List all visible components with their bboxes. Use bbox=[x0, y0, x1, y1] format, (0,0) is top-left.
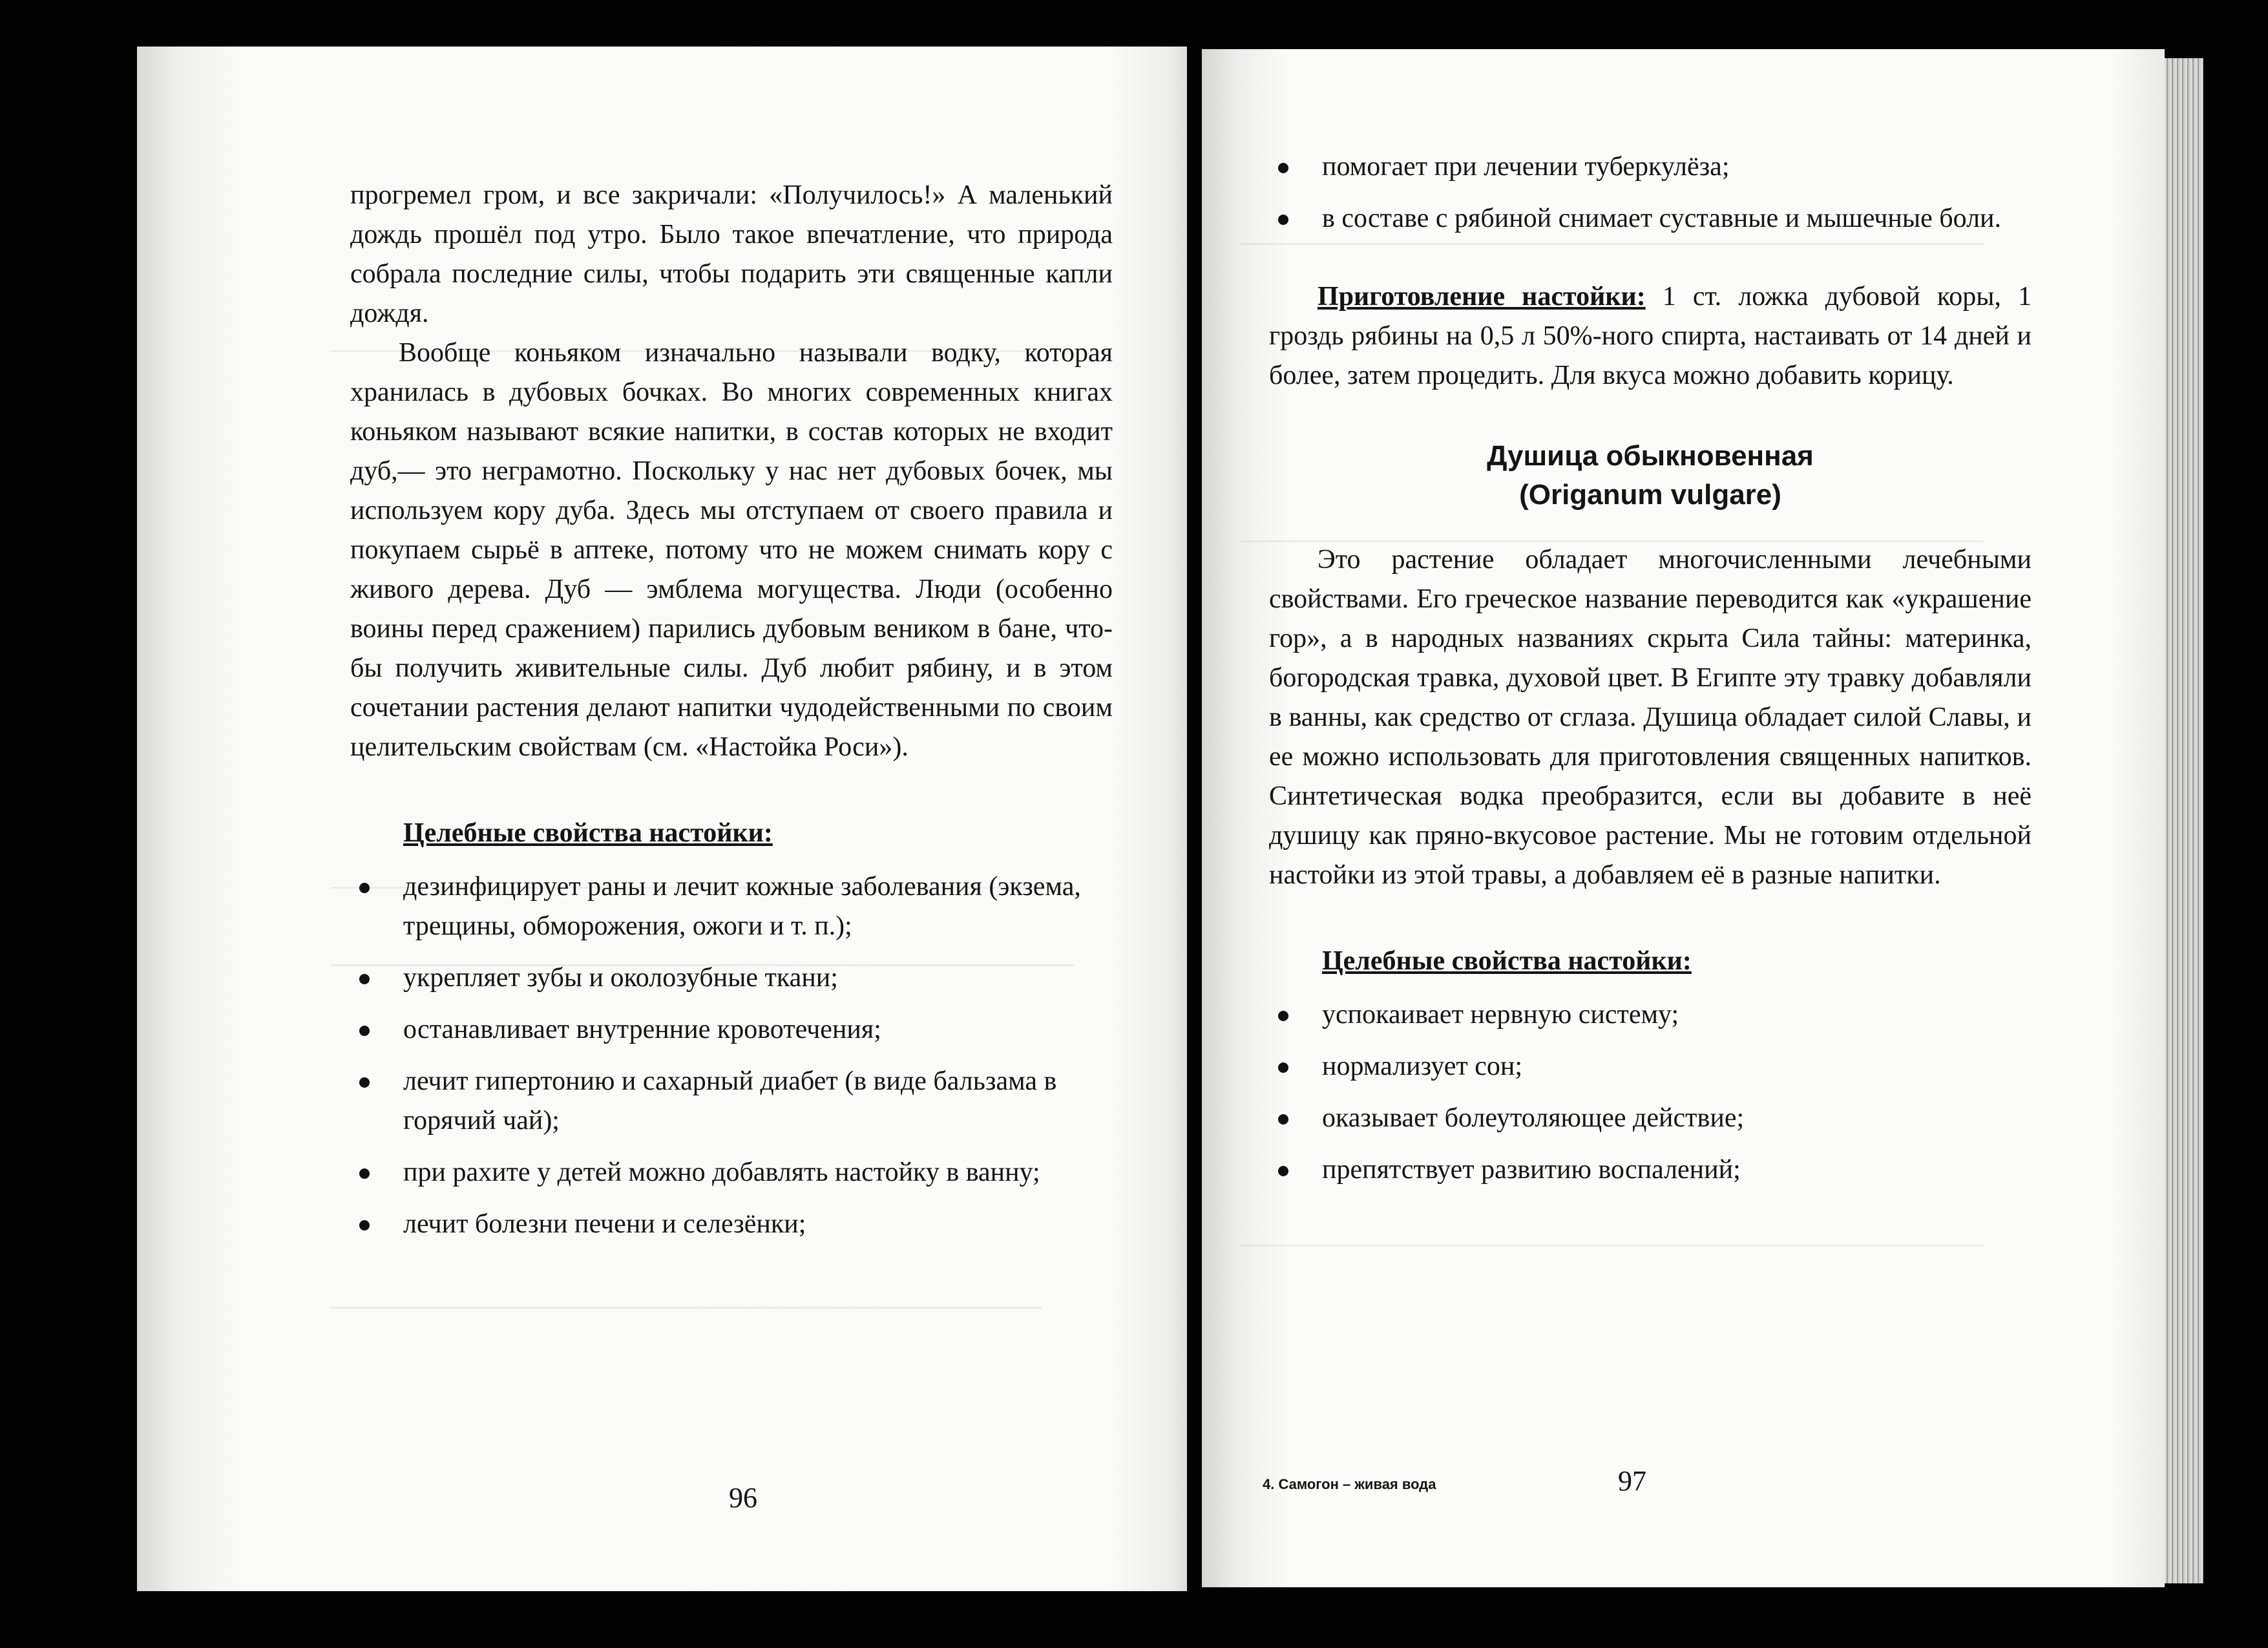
plant-heading-russian: Душица обыкновенная bbox=[1487, 440, 1814, 472]
right-page bbox=[1202, 49, 2165, 1587]
right-bullet-list bbox=[1269, 995, 2032, 1190]
right-section-title: Целебные свойства настойки: bbox=[1322, 946, 1692, 976]
bullet-icon bbox=[1278, 1114, 1288, 1125]
list-item: в составе с рябиной снимает суставные и мышечные боли. bbox=[1269, 199, 2032, 238]
list-item: укрепляет зубы и околозубные ткани; bbox=[350, 958, 1113, 998]
page-number-left: 96 bbox=[729, 1482, 757, 1514]
preparation-text: 1 ст. ложка дубовой коры, 1 гроздь рябины на 0,5 л 50%-ного спирта, настаивать от 14 дней и более, затем процедить. Для вкуса можно добавить корицу. bbox=[1269, 282, 2032, 390]
left-paragraph-2: Вообще коньяком изначально называли водку, которая хранилась в дубовых бочках. Во многих современных книгах коньяком называют всякие напитки, в состав которых не входит дуб,— это неграмотно. Поскольку у нас нет дубовых бочек, мы используем кору дуба. Здесь мы отступаем от своего правила и покупаем сырьё в аптеке, потому что не можем снимать кору с живого дерева. Дуб — эмблема могущества. Люди (особенно воины перед сражением) парились дубовым веником в бане, чтобы получить живительные силы. Дуб любит рябину, и в этом сочетании растения делают напитки чудодейственными по своим целительским свойствам (см. «Настойка Роси»). bbox=[350, 338, 1113, 762]
bullet-icon bbox=[359, 1168, 370, 1179]
list-item: дезинфицирует раны и лечит кожные заболевания (экзема, трещины, обморожения, ожоги и т. п.); bbox=[350, 867, 1113, 946]
running-footer: 4. Самогон – живая вода bbox=[1263, 1476, 1436, 1492]
bullet-icon bbox=[359, 974, 370, 984]
bullet-icon bbox=[359, 1220, 370, 1231]
list-item: препятствует развитию воспалений; bbox=[1269, 1150, 2032, 1190]
list-item: оказывает болеутоляющее действие; bbox=[1269, 1099, 2032, 1138]
preparation-paragraph bbox=[1269, 277, 2032, 396]
list-item: помогает при лечении туберкулёза; bbox=[1269, 147, 2032, 187]
bullet-icon bbox=[1278, 1166, 1288, 1176]
left-bullet-list bbox=[350, 867, 1113, 1244]
plant-heading bbox=[1269, 437, 2032, 514]
list-item: останавливает внутренние кровотечения; bbox=[350, 1010, 1113, 1050]
list-item: успокаивает нервную систему; bbox=[1269, 995, 2032, 1035]
bullet-icon bbox=[1278, 215, 1288, 225]
left-section-title: Целебные свойства настойки: bbox=[403, 818, 773, 848]
right-top-bullet-list bbox=[1269, 147, 2032, 238]
list-item: лечит гипертонию и сахарный диабет (в виде бальзама в горячий чай); bbox=[350, 1062, 1113, 1141]
bullet-icon bbox=[359, 1026, 370, 1036]
bullet-icon bbox=[1278, 1062, 1288, 1073]
right-paragraph: Это растение обладает многочисленными лечебными свойствами. Его греческое название переводится как «украшение гор», а в народных названиях скрыта Сила тайны: материнка, богородская травка, духовой цвет. В Египте эту травку добавляли в ванны, как средство от сглаза. Душица обладает силой Славы, и ее можно использовать для приготовления священных напитков. Синтетическая водка преобразится, если вы добавите в неё душицу как пряно-вкусовое растение. Мы не готовим отдельной настойки из этой травы, а добавляем её в разные напитки. bbox=[1269, 545, 2032, 890]
list-item: лечит болезни печени и селезёнки; bbox=[350, 1205, 1113, 1244]
left-page-body bbox=[350, 176, 1113, 1256]
bullet-icon bbox=[1278, 1011, 1288, 1021]
bullet-icon bbox=[1278, 163, 1288, 173]
book-page-edges bbox=[2165, 58, 2203, 1583]
bullet-icon bbox=[359, 883, 370, 893]
plant-heading-latin: (Origanum vulgare) bbox=[1519, 479, 1781, 511]
left-paragraph-1: прогремел гром, и все закричали: «Получилось!» А маленький дождь прошёл под утро. Было такое впечатление, что природа собрала последние силы, чтобы подарить эти священные капли дождя. bbox=[350, 180, 1113, 328]
bullet-icon bbox=[359, 1077, 370, 1088]
page-number-right: 97 bbox=[1618, 1465, 1646, 1497]
right-page-body bbox=[1269, 147, 2032, 1202]
list-item: при рахите у детей можно добавлять настойку в ванну; bbox=[350, 1153, 1113, 1192]
list-item: нормализует сон; bbox=[1269, 1047, 2032, 1086]
left-page bbox=[137, 47, 1187, 1591]
preparation-title: Приготовление настойки: bbox=[1318, 282, 1646, 312]
